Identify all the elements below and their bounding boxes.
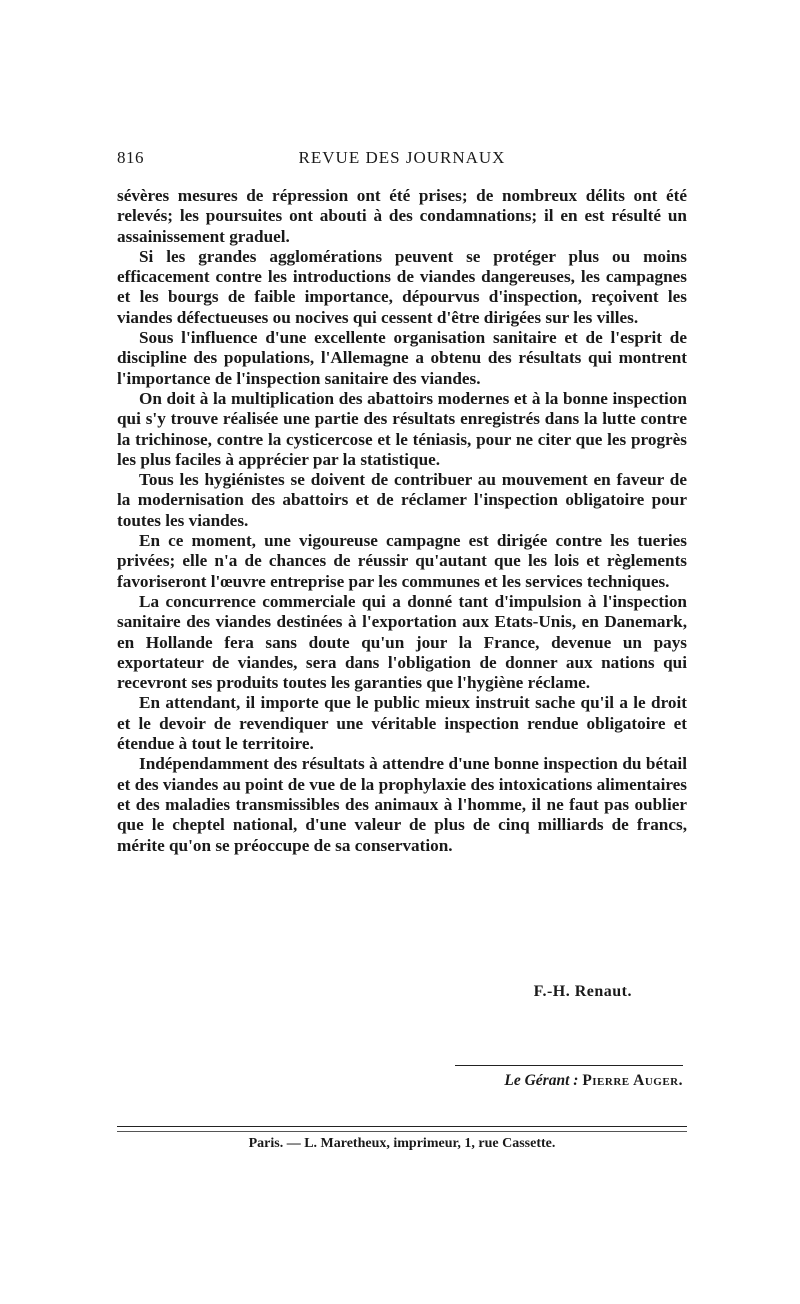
paragraph: Tous les hygiénistes se doivent de contribuer au mouvement en faveur de la modernisation des abattoirs et de réclamer l'inspection obligatoire pour toutes les viandes. [117,470,687,530]
gerant-label: Le Gérant : [504,1072,579,1089]
gerant-name: Pierre Auger. [582,1072,683,1089]
page-number: 816 [117,148,144,167]
paragraph: En ce moment, une vigoureuse campagne est dirigée contre les tueries privées; elle n'a de chances de réussir qu'autant que les lois et règlements favoriseront l'œuvre entreprise par les communes et les services techniques. [117,531,687,591]
paragraph: sévères mesures de répression ont été prises; de nombreux délits ont été relevés; les poursuites ont abouti à des condamnations; il en est résulté un assainissement graduel. [117,186,687,246]
page-header [117,148,687,170]
paragraph: Indépendamment des résultats à attendre d'une bonne inspection du bétail et des viandes au point de vue de la prophylaxie des intoxications alimentaires et des maladies transmissibles des animaux à l'homme, il ne faut pas oublier que le cheptel national, d'une valeur de plus de cinq milliards de francs, mérite qu'on se préoccupe de sa conservation. [117,754,687,855]
running-head: REVUE DES JOURNAUX [298,148,506,167]
divider [117,1126,687,1127]
paragraph: Sous l'influence d'une excellente organisation sanitaire et de l'esprit de discipline des populations, l'Allemagne a obtenu des résultats qui montrent l'importance de l'inspection sanitaire des viandes. [117,328,687,388]
divider [455,1065,683,1066]
article-body [117,186,687,856]
author-signature: F.-H. Renaut. [533,983,632,1000]
paragraph: Si les grandes agglomérations peuvent se protéger plus ou moins efficacement contre les introductions de viandes dangereuses, les campagnes et les bourgs de faible importance, dépourvus d'inspection, reçoivent les viandes défectueuses ou nocives qui cessent d'être dirigées sur les villes. [117,246,687,327]
paragraph: En attendant, il importe que le public mieux instruit sache qu'il a le droit et le devoir de revendiquer une véritable inspection rendue obligatoire et étendue à tout le territoire. [117,693,687,754]
printer-imprint: Paris. — L. Maretheux, imprimeur, 1, rue Cassette. [248,1136,556,1151]
divider [117,1131,687,1132]
gerant-line [455,1072,683,1090]
paragraph: La concurrence commerciale qui a donné tant d'impulsion à l'inspection sanitaire des viandes destinées à l'exportation aux Etats-Unis, en Danemark, en Hollande fera sans doute qu'un jour la France, devenue un pays exportateur de viandes, sera dans l'obligation de donner aux nations qui recevront ses produits toutes les garanties que l'hygiène réclame. [117,591,687,693]
paragraph: On doit à la multiplication des abattoirs modernes et à la bonne inspection qui s'y trouve réalisée une partie des résultats enregistrés dans la lutte contre la trichinose, contre la cysticercose et le téniasis, pour ne citer que les progrès les plus faciles à apprécier par la statistique. [117,388,687,469]
